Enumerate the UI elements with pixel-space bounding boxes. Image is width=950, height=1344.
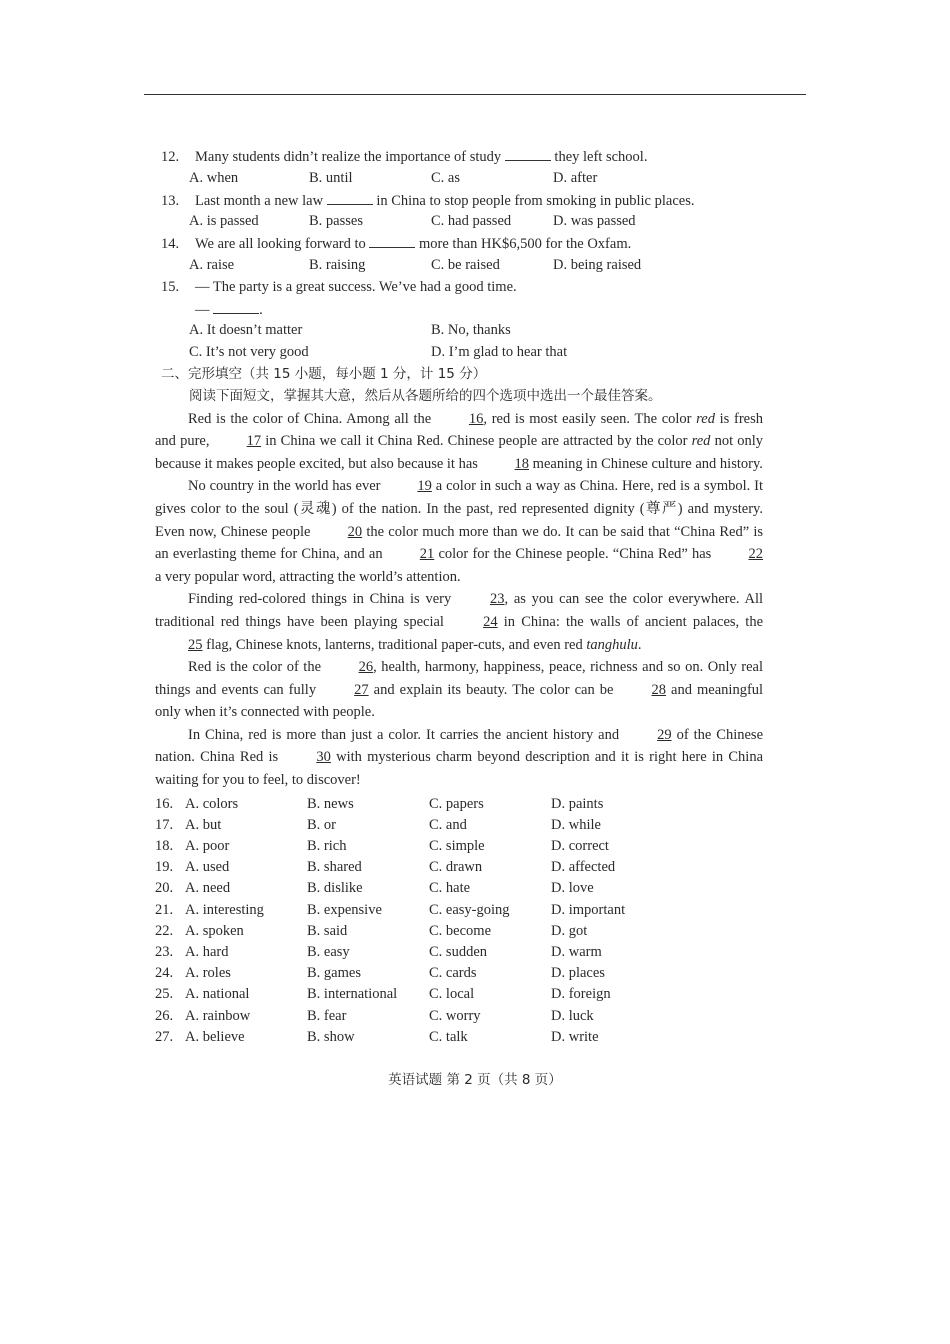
dialogue-line-1: — The party is a great success. We’ve had a good time.	[195, 278, 517, 295]
option-b: B. fear	[307, 1007, 347, 1024]
cloze-blank-26: 26	[358, 659, 374, 676]
option-a: A. when	[189, 169, 239, 186]
cloze-blank-27: 27	[354, 681, 369, 698]
cloze-blank-17: 17	[246, 433, 262, 450]
option-d: D. while	[551, 816, 601, 833]
page-footer: 英语试题 第 2 页（共 8 页）	[388, 1072, 562, 1088]
cloze-passage	[155, 408, 763, 792]
option-c: C. local	[429, 986, 475, 1003]
cloze-option-row	[155, 963, 763, 984]
option-b: B. easy	[307, 943, 350, 960]
question-15-options-row2	[155, 342, 763, 364]
cloze-option-row	[155, 984, 763, 1005]
option-d: D. affected	[551, 859, 616, 876]
question-14-options	[155, 255, 763, 277]
option-b: B. games	[307, 965, 361, 982]
cloze-blank-29: 29	[657, 726, 672, 743]
section-heading: 二、完形填空（共 15 小题，每小题 1 分，计 15 分）	[161, 365, 487, 382]
dialogue-dash: —	[195, 301, 210, 318]
option-a: A. but	[185, 816, 222, 833]
option-a: A. used	[185, 859, 230, 876]
option-a: A. interesting	[185, 901, 264, 918]
cloze-blank-28: 28	[651, 681, 666, 698]
option-c: C. cards	[429, 965, 477, 982]
option-d: D. paints	[551, 795, 604, 812]
option-d: D. got	[551, 922, 588, 939]
option-a: A. believe	[185, 1028, 245, 1045]
answer-blank	[327, 190, 373, 205]
answer-blank	[213, 299, 259, 314]
option-b: B. expensive	[307, 901, 382, 918]
question-number: 15.	[161, 278, 180, 295]
option-d: D. places	[551, 965, 605, 982]
option-number: 22.	[155, 922, 174, 939]
cloze-blank-19: 19	[417, 478, 432, 495]
question-15-options-row1	[155, 320, 763, 342]
option-d: D. foreign	[551, 986, 611, 1003]
option-b: B. said	[307, 922, 348, 939]
option-a: A. roles	[185, 965, 231, 982]
option-d: D. warm	[551, 943, 602, 960]
option-b: B. international	[307, 986, 398, 1003]
option-c: C. be raised	[431, 256, 500, 273]
option-d: D. after	[553, 169, 598, 186]
option-b: B. raising	[309, 256, 366, 273]
option-c: C. become	[429, 922, 492, 939]
option-number: 17.	[155, 816, 174, 833]
option-number: 23.	[155, 943, 174, 960]
option-number: 16.	[155, 795, 174, 812]
header-rule	[144, 94, 806, 95]
passage-paragraph-2: No country in the world has ever 19 a color in such a way as China. Here, red is a symbol. It gives color to the soul (灵魂) of the nation. In the past, red represented dignity (尊严) and mystery. Even now, Chinese people 20 the color much more than we do. It can be said that “China Red” is an everlasting theme for China, and an 21 color for the Chinese people. “China Red” has 22 a very popular word, attracting the world’s attention.	[155, 475, 763, 588]
option-number: 25.	[155, 986, 174, 1003]
answer-blank	[369, 233, 415, 248]
cloze-option-row	[155, 1027, 763, 1048]
option-d: D. important	[551, 901, 626, 918]
cloze-option-row	[155, 836, 763, 857]
option-number: 18.	[155, 838, 174, 855]
question-number: 12.	[161, 149, 180, 165]
option-a: A. It doesn’t matter	[189, 322, 303, 339]
option-number: 20.	[155, 880, 174, 897]
option-a: A. colors	[185, 795, 239, 812]
cloze-option-row	[155, 1006, 763, 1027]
dialogue-end: .	[259, 301, 263, 318]
option-b: B. show	[307, 1028, 355, 1045]
option-b: B. shared	[307, 859, 362, 876]
option-a: A. poor	[185, 838, 230, 855]
question-stem: Many students didn’t realize the importance of study	[195, 149, 502, 165]
question-15	[155, 277, 763, 299]
cloze-option-row	[155, 857, 763, 878]
option-b: B. No, thanks	[431, 322, 511, 339]
option-c: C. simple	[429, 838, 485, 855]
option-c: C. papers	[429, 795, 484, 812]
option-c: C. as	[431, 169, 460, 186]
option-number: 27.	[155, 1028, 174, 1045]
cloze-option-row	[155, 921, 763, 942]
cloze-blank-23: 23	[489, 591, 505, 608]
option-c: C. talk	[429, 1028, 468, 1045]
cloze-option-row	[155, 900, 763, 921]
exam-content	[155, 146, 763, 1048]
option-a: A. raise	[189, 256, 235, 273]
cloze-option-row	[155, 942, 763, 963]
cloze-blank-22: 22	[748, 546, 764, 563]
option-c: C. and	[429, 816, 467, 833]
option-d: D. correct	[551, 838, 609, 855]
cloze-blank-24: 24	[483, 613, 498, 630]
section-instruction: 阅读下面短文，掌握其大意，然后从各题所给的四个选项中选出一个最佳答案。	[189, 387, 662, 404]
cloze-blank-30: 30	[316, 749, 331, 766]
question-12	[155, 146, 763, 168]
option-number: 19.	[155, 859, 174, 876]
question-13-options	[155, 211, 763, 233]
option-a: A. spoken	[185, 922, 244, 939]
answer-blank	[505, 146, 551, 161]
option-d: D. was passed	[553, 213, 636, 230]
question-stem: Last month a new law	[195, 192, 324, 209]
option-c: C. It’s not very good	[189, 344, 309, 361]
option-d: D. being raised	[553, 256, 642, 273]
passage-paragraph-4: Red is the color of the 26, health, harmony, happiness, peace, richness and so on. Only real things and events can fully 27 and explain its beauty. The color can be 28 and meaningful only when it’s connected with people.	[155, 656, 763, 724]
option-b: B. dislike	[307, 880, 363, 897]
question-12-options	[155, 168, 763, 190]
cloze-blank-20: 20	[347, 523, 363, 540]
cloze-option-row	[155, 794, 763, 815]
option-number: 21.	[155, 901, 174, 918]
option-number: 26.	[155, 1007, 174, 1024]
question-number: 14.	[161, 236, 180, 253]
cloze-blank-18: 18	[514, 455, 530, 472]
option-d: D. luck	[551, 1007, 594, 1024]
question-15-response	[155, 299, 763, 321]
question-stem-end: they left school.	[554, 149, 648, 165]
option-a: A. national	[185, 986, 250, 1003]
option-c: C. drawn	[429, 859, 483, 876]
question-number: 13.	[161, 192, 180, 209]
passage-paragraph-1: Red is the color of China. Among all the 16, red is most easily seen. The color red is fresh and pure, 17 in China we call it China Red. Chinese people are attracted by the color red not only because it makes people excited, but also because it has 18 meaning in Chinese culture and history.	[155, 408, 763, 476]
cloze-options-table	[155, 794, 763, 1048]
option-d: D. love	[551, 880, 594, 897]
option-number: 24.	[155, 965, 174, 982]
option-c: C. sudden	[429, 943, 487, 960]
option-c: C. worry	[429, 1007, 481, 1024]
question-stem-end: in China to stop people from smoking in public places.	[376, 192, 695, 209]
question-stem: We are all looking forward to	[195, 236, 366, 253]
option-a: A. need	[185, 880, 231, 897]
option-d: D. write	[551, 1028, 599, 1045]
option-c: C. easy-going	[429, 901, 510, 918]
option-a: A. hard	[185, 943, 229, 960]
option-b: B. passes	[309, 213, 363, 230]
option-d: D. I’m glad to hear that	[431, 344, 568, 361]
question-13	[155, 190, 763, 212]
option-b: B. rich	[307, 838, 347, 855]
option-b: B. news	[307, 795, 354, 812]
cloze-blank-25: 25	[188, 636, 203, 653]
cloze-blank-21: 21	[419, 546, 435, 563]
option-c: C. had passed	[431, 213, 512, 230]
option-a: A. rainbow	[185, 1007, 251, 1024]
option-c: C. hate	[429, 880, 471, 897]
cloze-option-row	[155, 878, 763, 899]
passage-paragraph-3: Finding red-colored things in China is very 23, as you can see the color everywhere. All traditional red things have been playing special 24 in China: the walls of ancient palaces, the 25 flag, Chinese knots, lanterns, traditional paper-cuts, and even red tanghulu.	[155, 588, 763, 656]
option-a: A. is passed	[189, 213, 259, 230]
option-b: B. or	[307, 816, 336, 833]
passage-paragraph-5: In China, red is more than just a color. It carries the ancient history and 29 of the Chinese nation. China Red is 30 with mysterious charm beyond description and it is right here in China waiting for you to feel, to discover!	[155, 724, 763, 792]
question-stem-end: more than HK$6,500 for the Oxfam.	[419, 236, 632, 253]
question-14	[155, 233, 763, 255]
cloze-option-row	[155, 815, 763, 836]
option-b: B. until	[309, 169, 353, 186]
cloze-blank-16: 16	[468, 410, 484, 427]
